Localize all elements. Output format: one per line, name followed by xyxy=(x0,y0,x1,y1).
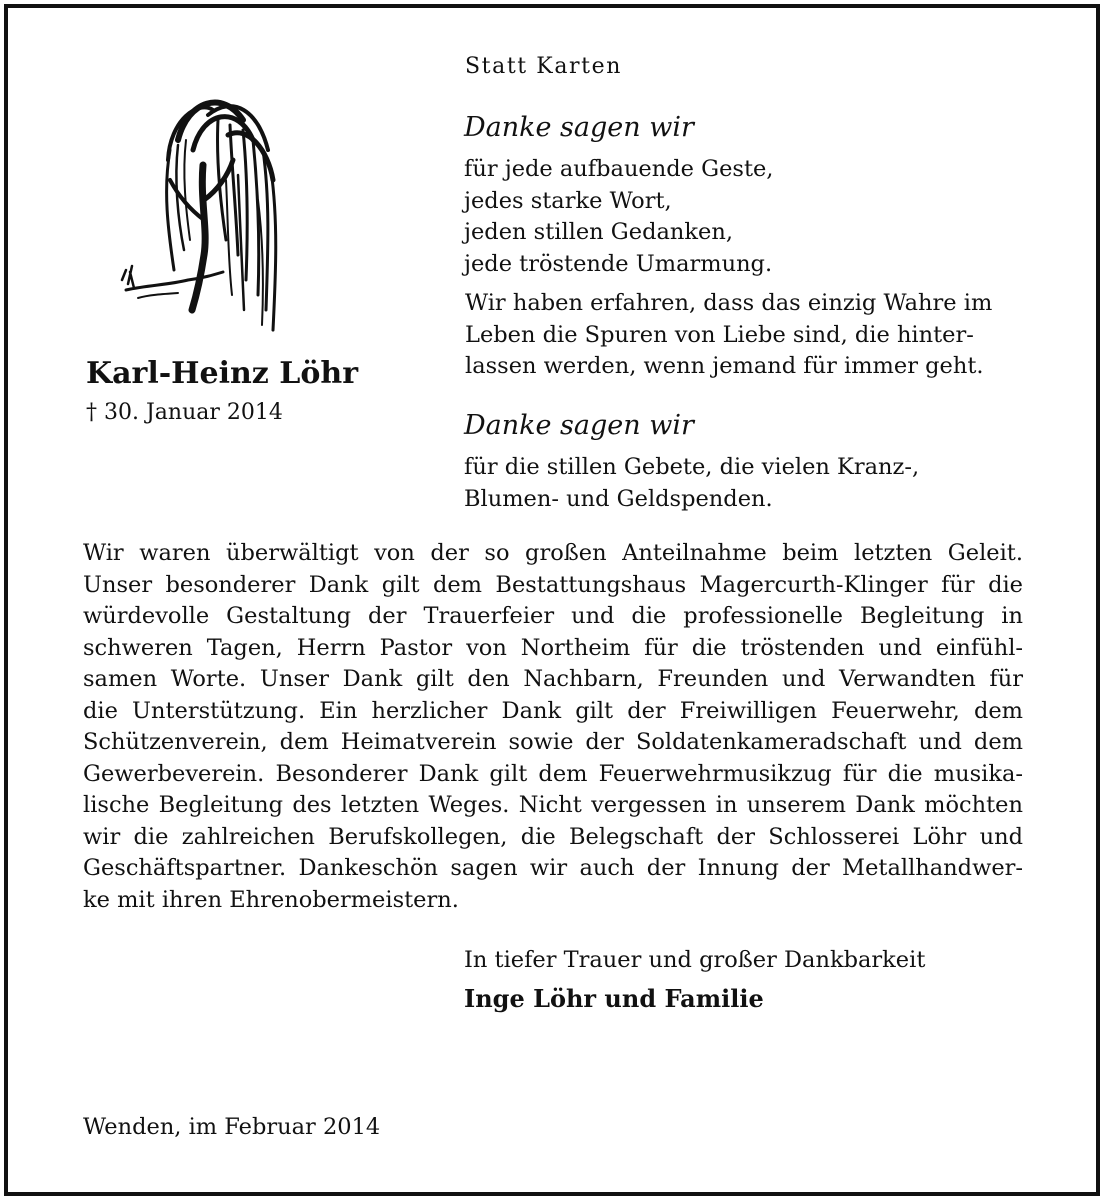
verse-line: jede tröstende Umarmung. xyxy=(464,250,773,277)
thanks-heading-2: Danke sagen wir xyxy=(464,410,694,441)
quote-paragraph xyxy=(465,288,1025,383)
body-line: Wir waren überwältigt von der so großen Anteilnahme beim letzten Geleit. xyxy=(83,540,1023,566)
closing-text: In tiefer Trauer und großer Dankbarkeit xyxy=(464,947,926,973)
body-line: ke mit ihren Ehrenobermeistern. xyxy=(83,886,459,913)
body-line: Gewerbeverein. Besonderer Dank gilt dem Feuerwehrmusikzug für die musika- xyxy=(83,760,1023,787)
body-line: würdevolle Gestaltung der Trauerfeier und die professionelle Begleitung in xyxy=(83,603,1023,629)
place-date: Wenden, im Februar 2014 xyxy=(83,1114,381,1140)
verse-line: Blumen- und Geldspenden. xyxy=(464,485,773,512)
paragraph-line: Leben die Spuren von Liebe sind, die hinter- xyxy=(465,321,974,348)
body-line: samen Worte. Unser Dank gilt den Nachbarn, Freunden und Verwandten für xyxy=(83,666,1023,692)
verse-line: jedes starke Wort, xyxy=(464,187,672,214)
body-paragraph xyxy=(83,538,1023,916)
paragraph-line: Wir haben erfahren, dass das einzig Wahre im xyxy=(465,290,993,316)
verse-line: für jede aufbauende Geste, xyxy=(464,156,774,182)
death-date: † 30. Januar 2014 xyxy=(86,400,283,425)
deceased-name: Karl-Heinz Löhr xyxy=(86,356,359,391)
body-line: Geschäftspartner. Dankeschön sagen wir auch der Innung der Metallhandwer- xyxy=(83,855,1023,881)
thanks-heading-1: Danke sagen wir xyxy=(464,112,694,143)
body-line: schweren Tagen, Herrn Pastor von Northeim für die tröstenden und einfühl- xyxy=(83,634,1023,661)
body-line: Unser besonderer Dank gilt dem Bestattungshaus Magercurth-Klinger für die xyxy=(83,571,1023,598)
statt-karten-label: Statt Karten xyxy=(465,54,623,79)
verse-line: für die stillen Gebete, die vielen Kranz-, xyxy=(464,454,920,480)
paragraph-line: lassen werden, wenn jemand für immer geht. xyxy=(465,353,984,379)
verse-line: jeden stillen Gedanken, xyxy=(464,219,733,245)
thanks-list-1 xyxy=(464,154,773,280)
willow-tree-icon xyxy=(108,80,308,342)
signature: Inge Löhr und Familie xyxy=(464,984,764,1013)
body-line: Schützenverein, dem Heimatverein sowie der Soldatenkameradschaft und dem xyxy=(83,729,1023,755)
thanks-list-2 xyxy=(464,452,919,515)
body-line: lische Begleitung des letzten Weges. Nicht vergessen in unserem Dank möchten xyxy=(83,792,1023,818)
body-line: wir die zahlreichen Berufskollegen, die Belegschaft der Schlosserei Löhr und xyxy=(83,823,1023,850)
body-line: die Unterstützung. Ein herzlicher Dank gilt der Freiwilligen Feuerwehr, dem xyxy=(83,697,1023,724)
